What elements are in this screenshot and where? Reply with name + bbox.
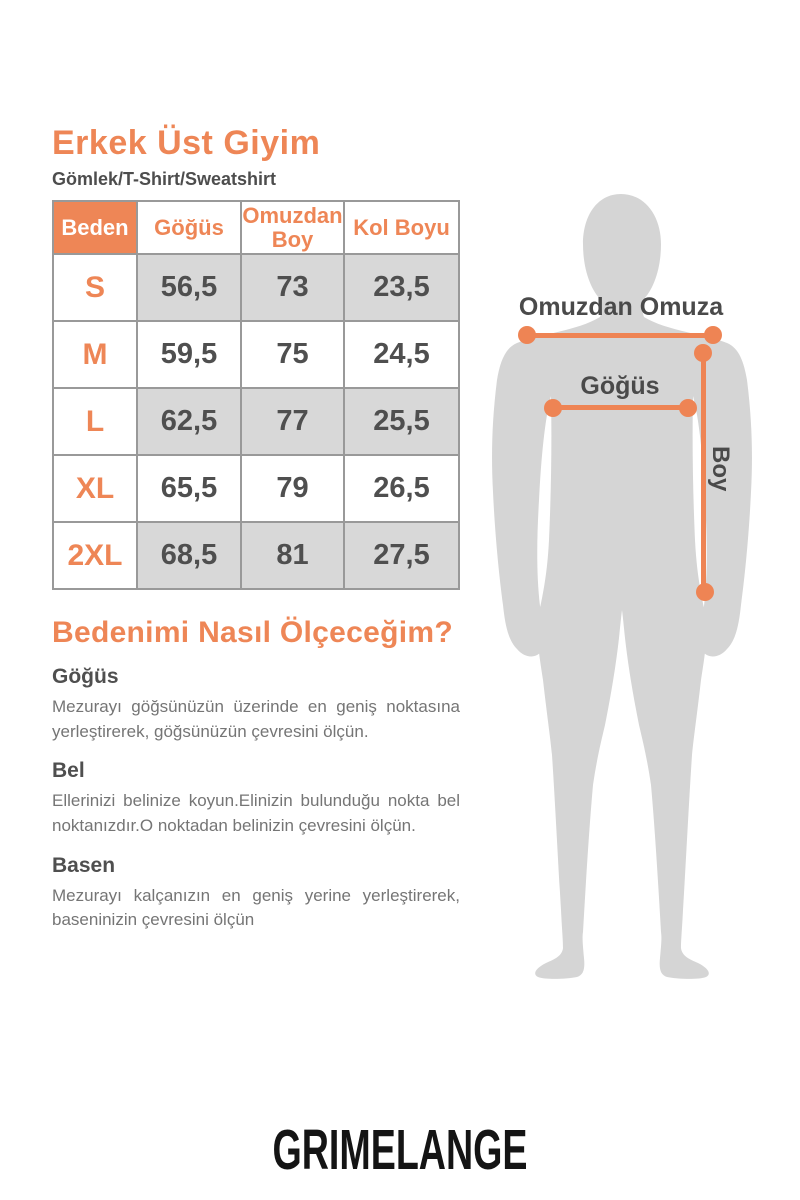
column-header-beden: Beden [53, 201, 137, 254]
section-text: Mezurayı kalçanızın en geniş yerine yerleştirerek, baseninizin çevresini ölçün [52, 885, 460, 930]
cell-value: 77 [241, 388, 344, 455]
cell-value: 26,5 [344, 455, 459, 522]
how-to-measure-section [52, 616, 460, 933]
measure-dot [704, 326, 722, 344]
cell-value: 79 [241, 455, 344, 522]
table-row [53, 254, 459, 321]
length-measure-line [701, 353, 706, 592]
size-label: 2XL [53, 522, 137, 589]
size-label: XL [53, 455, 137, 522]
shoulder-measure-label: Omuzdan Omuza [518, 293, 724, 321]
table-row [53, 321, 459, 388]
cell-value: 56,5 [137, 254, 241, 321]
table-row [53, 522, 459, 589]
measure-dot [544, 399, 562, 417]
page-title: Erkek Üst Giyim [52, 124, 321, 162]
how-to-heading: Bedenimi Nasıl Ölçeceğim? [52, 616, 453, 649]
cell-value: 81 [241, 522, 344, 589]
column-header-omuzdan-boy: Omuzdan Boy [241, 201, 344, 254]
measure-dot [694, 344, 712, 362]
column-header-kol-boyu: Kol Boyu [344, 201, 459, 254]
cell-value: 68,5 [137, 522, 241, 589]
section-text: Ellerinizi belinize koyun.Elinizin bulunduğu nokta bel noktanızdır.O noktadan belinizin çevresini ölçün. [52, 791, 460, 835]
measure-dot [679, 399, 697, 417]
brand-logo: GRIMELANGE [272, 1118, 528, 1182]
cell-value: 23,5 [344, 254, 459, 321]
cell-value: 65,5 [137, 455, 241, 522]
cell-value: 24,5 [344, 321, 459, 388]
cell-value: 27,5 [344, 522, 459, 589]
section-title: Basen [52, 853, 116, 877]
size-table [52, 200, 460, 590]
section-title: Bel [52, 759, 85, 783]
shoulder-measure-line [527, 333, 713, 338]
measure-dot [518, 326, 536, 344]
cell-value: 62,5 [137, 388, 241, 455]
measure-section-bel [52, 759, 460, 838]
length-measure-label: Boy [707, 446, 734, 492]
measure-dot [696, 583, 714, 601]
cell-value: 75 [241, 321, 344, 388]
size-label: L [53, 388, 137, 455]
measure-section-basen [52, 854, 460, 933]
section-text: Mezurayı göğsünüzün üzerinde en geniş noktasına yerleştirerek, göğsünüzün çevresini ölçün. [52, 697, 460, 741]
section-title: Göğüs [52, 665, 119, 688]
chest-measure-line [553, 405, 688, 410]
measure-section-gogus [52, 665, 460, 744]
cell-value: 25,5 [344, 388, 459, 455]
table-row [53, 388, 459, 455]
chest-measure-label: Göğüs [580, 372, 660, 400]
page-subtitle: Gömlek/T-Shirt/Sweatshirt [52, 169, 277, 189]
size-label: S [53, 254, 137, 321]
size-table-header-row [53, 201, 459, 254]
column-header-gogus: Göğüs [137, 201, 241, 254]
cell-value: 73 [241, 254, 344, 321]
table-row [53, 455, 459, 522]
size-label: M [53, 321, 137, 388]
cell-value: 59,5 [137, 321, 241, 388]
